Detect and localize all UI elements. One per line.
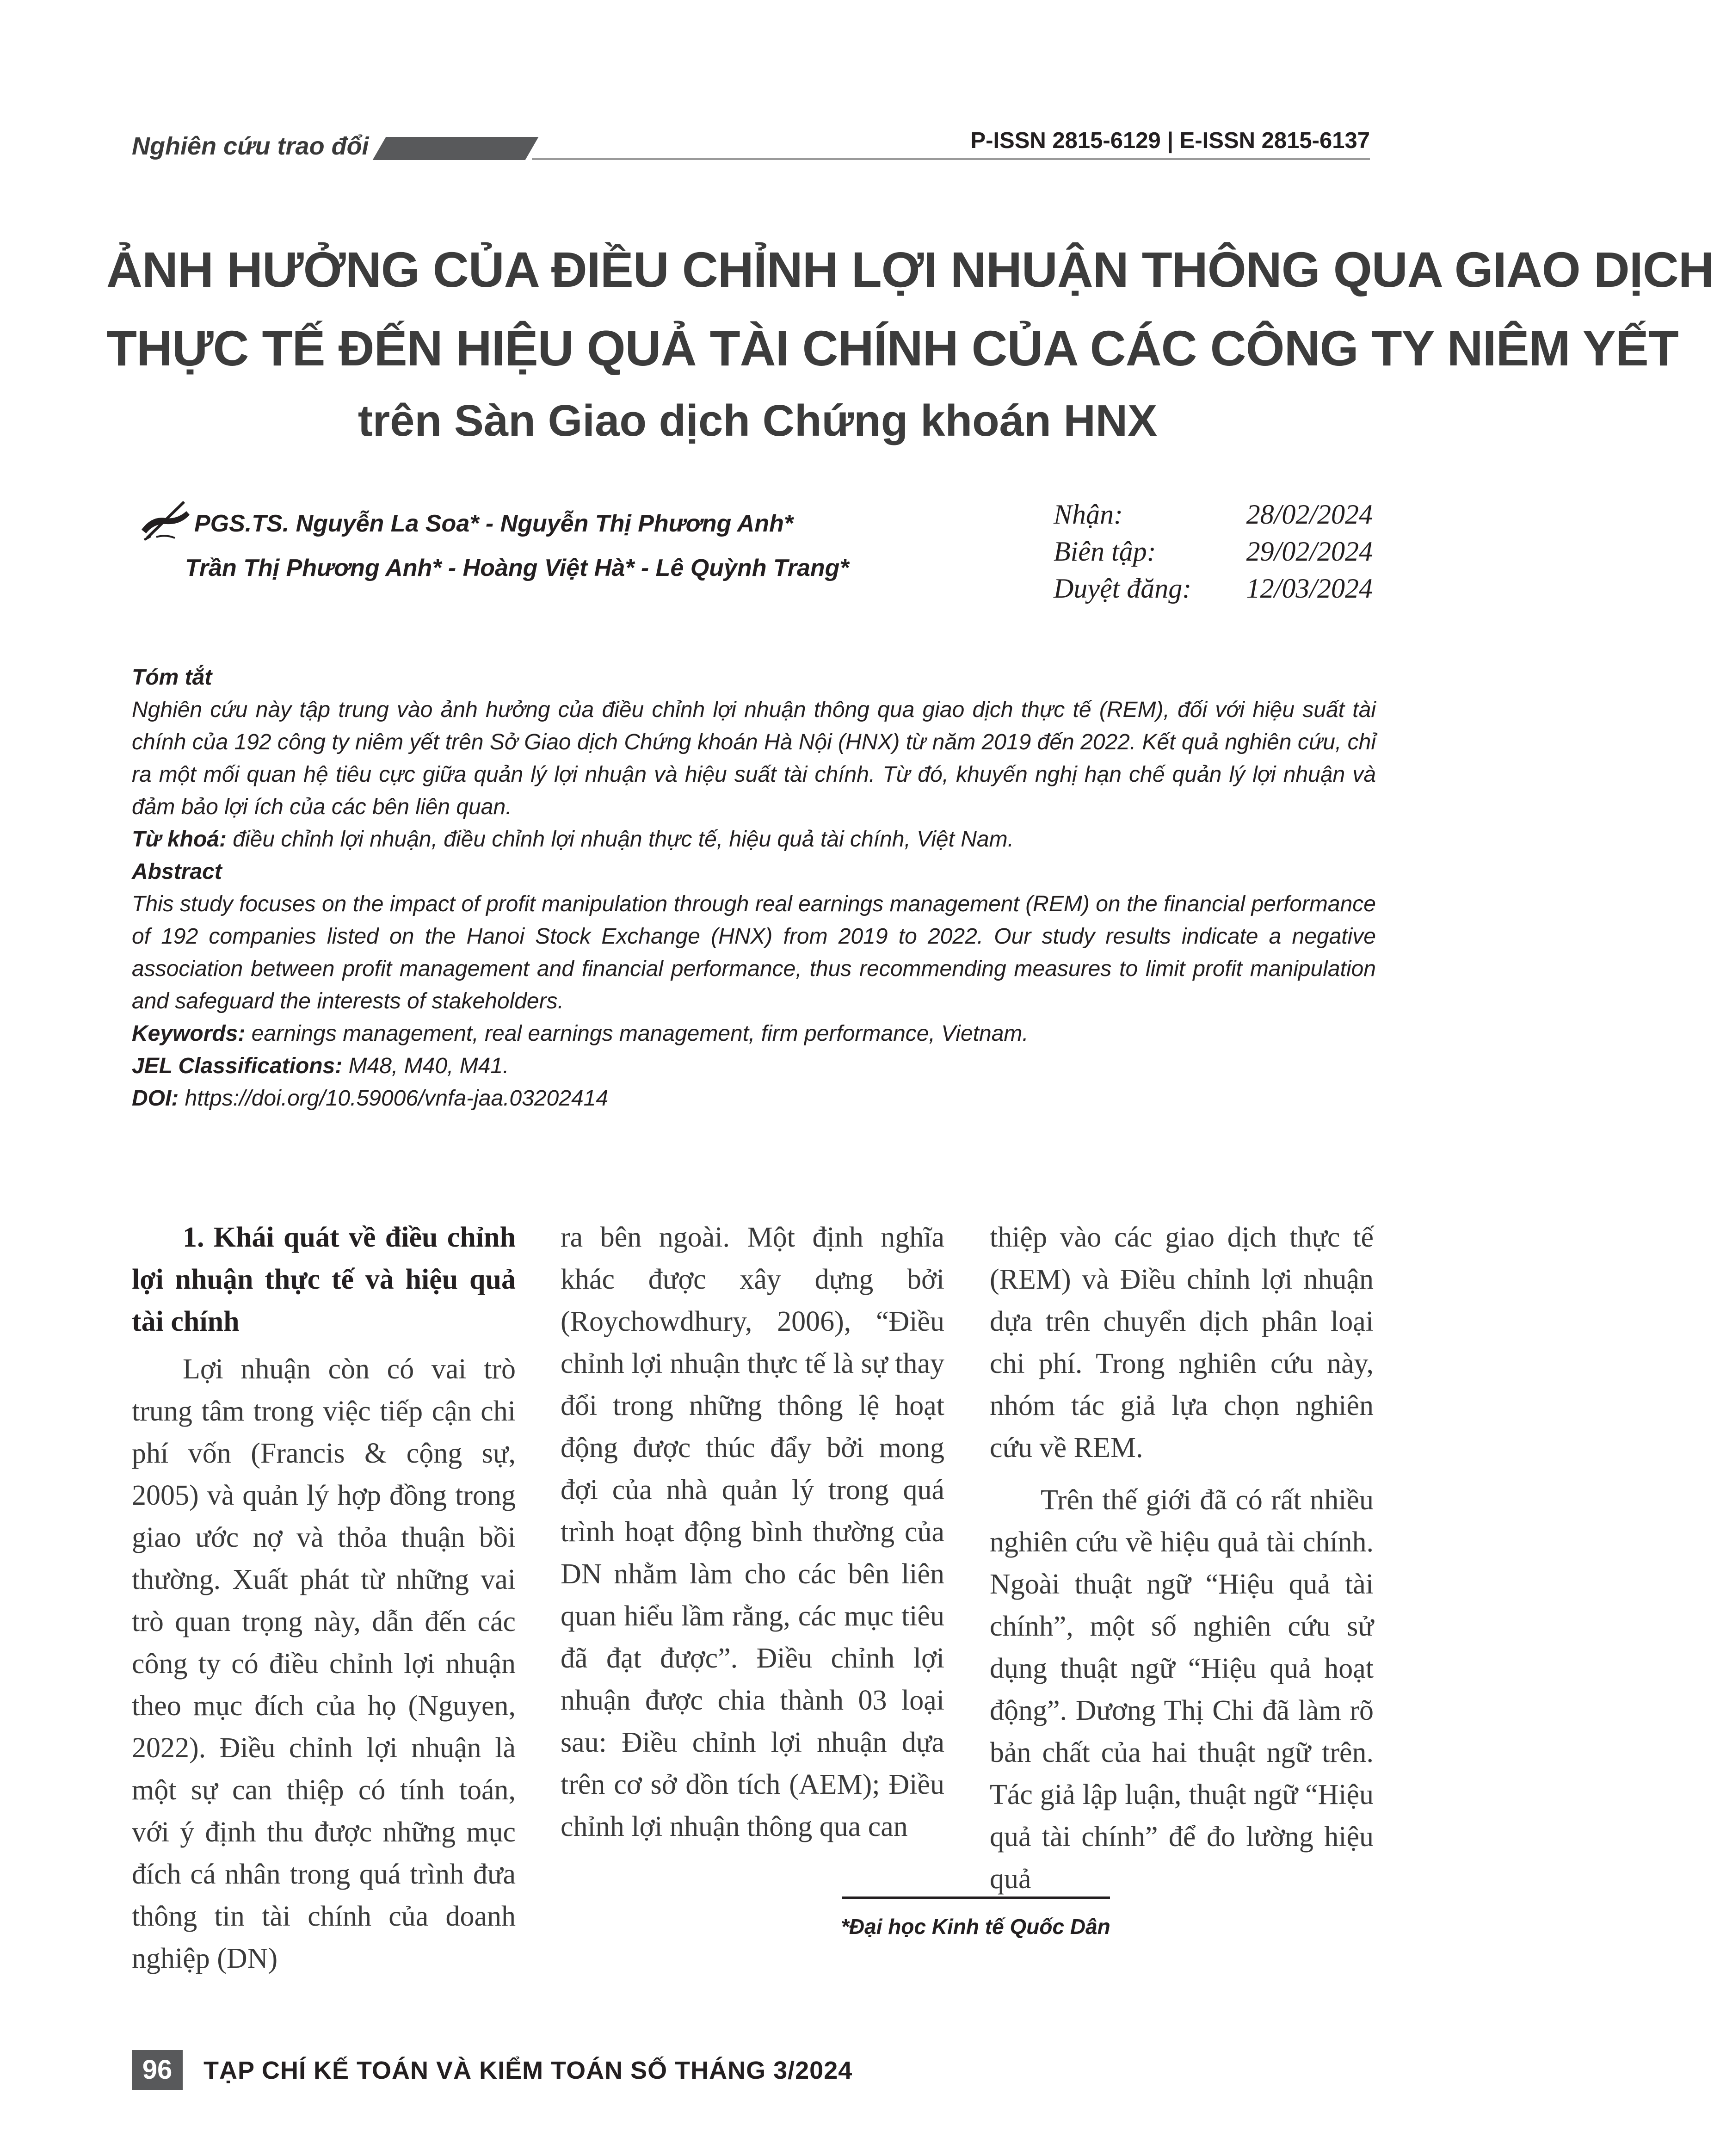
header-rule — [532, 158, 1370, 160]
authors-line-2: Trần Thị Phương Anh* - Hoàng Việt Hà* - Lê Quỳnh Trang* — [185, 555, 849, 581]
keywords-vi-label: Từ khoá: — [132, 827, 227, 852]
body-paragraph: thiệp vào các giao dịch thực tế (REM) và Điều chỉnh lợi nhuận dựa trên chuyển dịch phân loại chi phí. Trong nghiên cứu này, nhóm tác giả lựa chọn nghiên cứu về REM. — [990, 1222, 1374, 1464]
body-column-1 — [132, 1217, 516, 1980]
jel-classifications — [132, 1050, 1376, 1082]
jel-text: M48, M40, M41. — [342, 1054, 509, 1078]
summary-block — [132, 661, 1376, 1115]
date-value: 12/03/2024 — [1246, 573, 1373, 604]
keywords-vi-text: điều chỉnh lợi nhuận, điều chỉnh lợi nhuận thực tế, hiệu quả tài chính, Việt Nam. — [226, 827, 1014, 852]
pen-icon — [138, 497, 193, 544]
date-value: 28/02/2024 — [1246, 499, 1373, 530]
jel-label: JEL Classifications: — [132, 1054, 343, 1078]
body-paragraph: Trên thế giới đã có rất nhiều nghiên cứu về hiệu quả tài chính. Ngoài thuật ngữ “Hiệu quả tài chính”, một số nghiên cứu sử dụng thuật ngữ “Hiệu quả hoạt động”. Dương Thị Chi đã làm rõ bản chất của hai thuật ngữ trên. Tác giả lập luận, thuật ngữ “Hiệu quả tài chính” để đo lường hiệu quả — [990, 1484, 1374, 1895]
keywords-vi — [132, 823, 1376, 856]
summary-heading-vi: Tóm tắt — [132, 665, 212, 690]
date-value: 29/02/2024 — [1246, 536, 1373, 567]
abstract-text-en: This study focuses on the impact of profit manipulation through real earnings management (REM) on the financial performance of 192 companies listed on the Hanoi Stock Exchange (HNX) from 2019 to 2022. Our study results indicate a negative association between profit management and financial performance, thus recommending measures to limit profit manipulation and safeguard the interests of stakeholders. — [132, 892, 1376, 1013]
footnote-affiliation: *Đại học Kinh tế Quốc Dân — [841, 1915, 1110, 1939]
summary-text-vi: Nghiên cứu này tập trung vào ảnh hưởng của điều chỉnh lợi nhuận thông qua giao dịch thực tế (REM), đối với hiệu suất tài chính của 192 công ty niêm yết trên Sở Giao dịch Chứng khoán Hà Nội (HNX) từ năm 2019 đến 2022. Kết quả nghiên cứu, chỉ ra một mối quan hệ tiêu cực giữa quản lý lợi nhuận và hiệu suất tài chính. Từ đó, khuyến nghị hạn chế quản lý lợi nhuận và đảm bảo lợi ích của các bên liên quan. — [132, 698, 1376, 819]
article-title-line-1: ẢNH HƯỞNG CỦA ĐIỀU CHỈNH LỢI NHUẬN THÔNG QUA GIAO DỊCH — [106, 241, 1714, 297]
body-column-2 — [561, 1217, 944, 1848]
body-column-3 — [990, 1217, 1374, 1900]
page-number: 96 — [132, 2050, 183, 2090]
doi-label: DOI: — [132, 1086, 179, 1111]
authors-line-1: PGS.TS. Nguyễn La Soa* - Nguyễn Thị Phương Anh* — [194, 510, 794, 537]
section-label: Nghiên cứu trao đổi — [132, 132, 369, 160]
date-label: Nhận: — [1054, 499, 1123, 530]
doi-link[interactable]: https://doi.org/10.59006/vnfa-jaa.03202414 — [179, 1086, 609, 1111]
date-label: Duyệt đăng: — [1054, 573, 1192, 604]
footnote-rule — [842, 1897, 1110, 1899]
keywords-en — [132, 1018, 1376, 1050]
keywords-en-label: Keywords: — [132, 1021, 246, 1046]
doi — [132, 1082, 1376, 1115]
keywords-en-text: earnings management, real earnings management, firm performance, Vietnam. — [245, 1021, 1029, 1046]
body-paragraph: Lợi nhuận còn có vai trò trung tâm trong việc tiếp cận chi phí vốn (Francis & cộng sự, 2005) và quản lý hợp đồng trong giao ước nợ và thỏa thuận bồi thường. Xuất phát từ những vai trò quan trọng này, dẫn đến các công ty có điều chỉnh lợi nhuận theo mục đích của họ (Nguyen, 2022). Điều chỉnh lợi nhuận là một sự can thiệp có tính toán, với ý định thu được những mục đích cá nhân trong quá trình đưa thông tin tài chính của doanh nghiệp (DN) — [132, 1353, 516, 1974]
header-bar — [373, 137, 539, 160]
journal-name: TẠP CHÍ KẾ TOÁN VÀ KIỂM TOÁN SỐ THÁNG 3/2024 — [203, 2057, 853, 2084]
article-title-line-3: trên Sàn Giao dịch Chứng khoán HNX — [358, 396, 1158, 445]
issn-label: P-ISSN 2815-6129 | E-ISSN 2815-6137 — [970, 128, 1370, 153]
article-title-line-2: THỰC TẾ ĐẾN HIỆU QUẢ TÀI CHÍNH CỦA CÁC CÔNG TY NIÊM YẾT — [106, 320, 1678, 376]
date-label: Biên tập: — [1054, 536, 1156, 567]
section-heading: 1. Khái quát về điều chỉnh lợi nhuận thực tế và hiệu quả tài chính — [132, 1222, 516, 1337]
abstract-heading-en: Abstract — [132, 859, 222, 884]
body-paragraph: ra bên ngoài. Một định nghĩa khác được xây dựng bởi (Roychowdhury, 2006), “Điều chỉnh lợi nhuận thực tế là sự thay đổi trong những thông lệ hoạt động được thúc đẩy bởi mong đợi của nhà quản lý trong quá trình hoạt động bình thường của DN nhằm làm cho các bên liên quan hiểu lầm rằng, các mục tiêu đã đạt được”. Điều chỉnh lợi nhuận được chia thành 03 loại sau: Điều chỉnh lợi nhuận dựa trên cơ sở dồn tích (AEM); Điều chỉnh lợi nhuận thông qua can — [561, 1222, 944, 1842]
